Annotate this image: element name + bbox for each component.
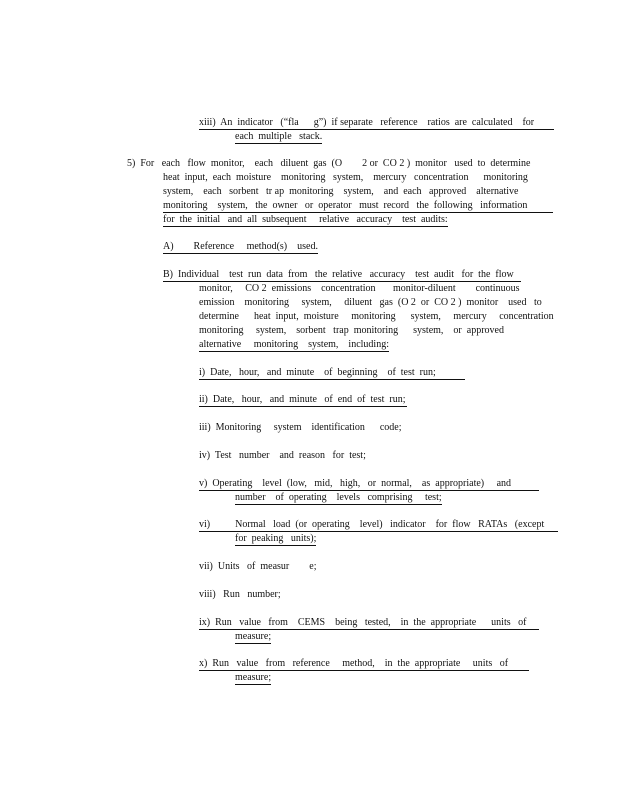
item-5-line3: system, each sorbent tr ap monitoring system, and each approved alternative	[163, 186, 519, 197]
item-b-line4: determine heat input, moisture monitoring system, mercury concentration	[199, 311, 554, 322]
item-5-line5: for the initial and all subsequent relative accuracy test audits:	[163, 214, 448, 225]
item-b-line6: alternative monitoring system, including:	[199, 339, 389, 350]
sub-item-vi: vi) Normal load (or operating level) indicator for flow RATAs (except	[199, 519, 558, 532]
item-5-line1: 5) For each flow monitor, each diluent gas (O 2 or CO 2 ) monitor used to determine	[127, 158, 531, 169]
sub-item-ix-cont: measure;	[235, 631, 272, 642]
item-xiii-line1: xiii) An indicator (“fla g”) if separate reference ratios are calculated for	[199, 117, 554, 130]
sub-item-i: i) Date, hour, and minute of beginning of test run;	[199, 367, 465, 380]
sub-item-iv: iv) Test number and reason for test;	[199, 450, 366, 461]
sub-item-vi-cont: for peaking units);	[235, 533, 317, 544]
item-5-line4: monitoring system, the owner or operator must record the following information	[163, 200, 553, 213]
sub-item-iii: iii) Monitoring system identification code;	[199, 422, 402, 433]
item-b-line3: emission monitoring system, diluent gas (O 2 or CO 2 ) monitor used to	[199, 297, 542, 308]
sub-item-x-cont: measure;	[235, 672, 272, 683]
item-xiii-line2: each multiple stack.	[235, 131, 323, 142]
item-b-line2: monitor, CO 2 emissions concentration monitor-diluent continuous	[199, 283, 520, 294]
sub-item-v-cont: number of operating levels comprising test;	[235, 492, 442, 503]
sub-item-v: v) Operating level (low, mid, high, or normal, as appropriate) and	[199, 478, 539, 491]
item-5-line2: heat input, each moisture monitoring system, mercury concentration monitoring	[163, 172, 528, 183]
sub-item-viii: viii) Run number;	[199, 589, 281, 600]
sub-item-vii: vii) Units of measur e;	[199, 561, 317, 572]
item-b-line1: B) Individual test run data from the relative accuracy test audit for the flow	[163, 269, 521, 282]
sub-item-x: x) Run value from reference method, in the appropriate units of	[199, 658, 529, 671]
item-a: A) Reference method(s) used.	[163, 241, 318, 252]
item-b-line5: monitoring system, sorbent trap monitoring system, or approved	[199, 325, 504, 336]
sub-item-ix: ix) Run value from CEMS being tested, in the appropriate units of	[199, 617, 539, 630]
sub-item-ii: ii) Date, hour, and minute of end of test run;	[199, 394, 406, 405]
